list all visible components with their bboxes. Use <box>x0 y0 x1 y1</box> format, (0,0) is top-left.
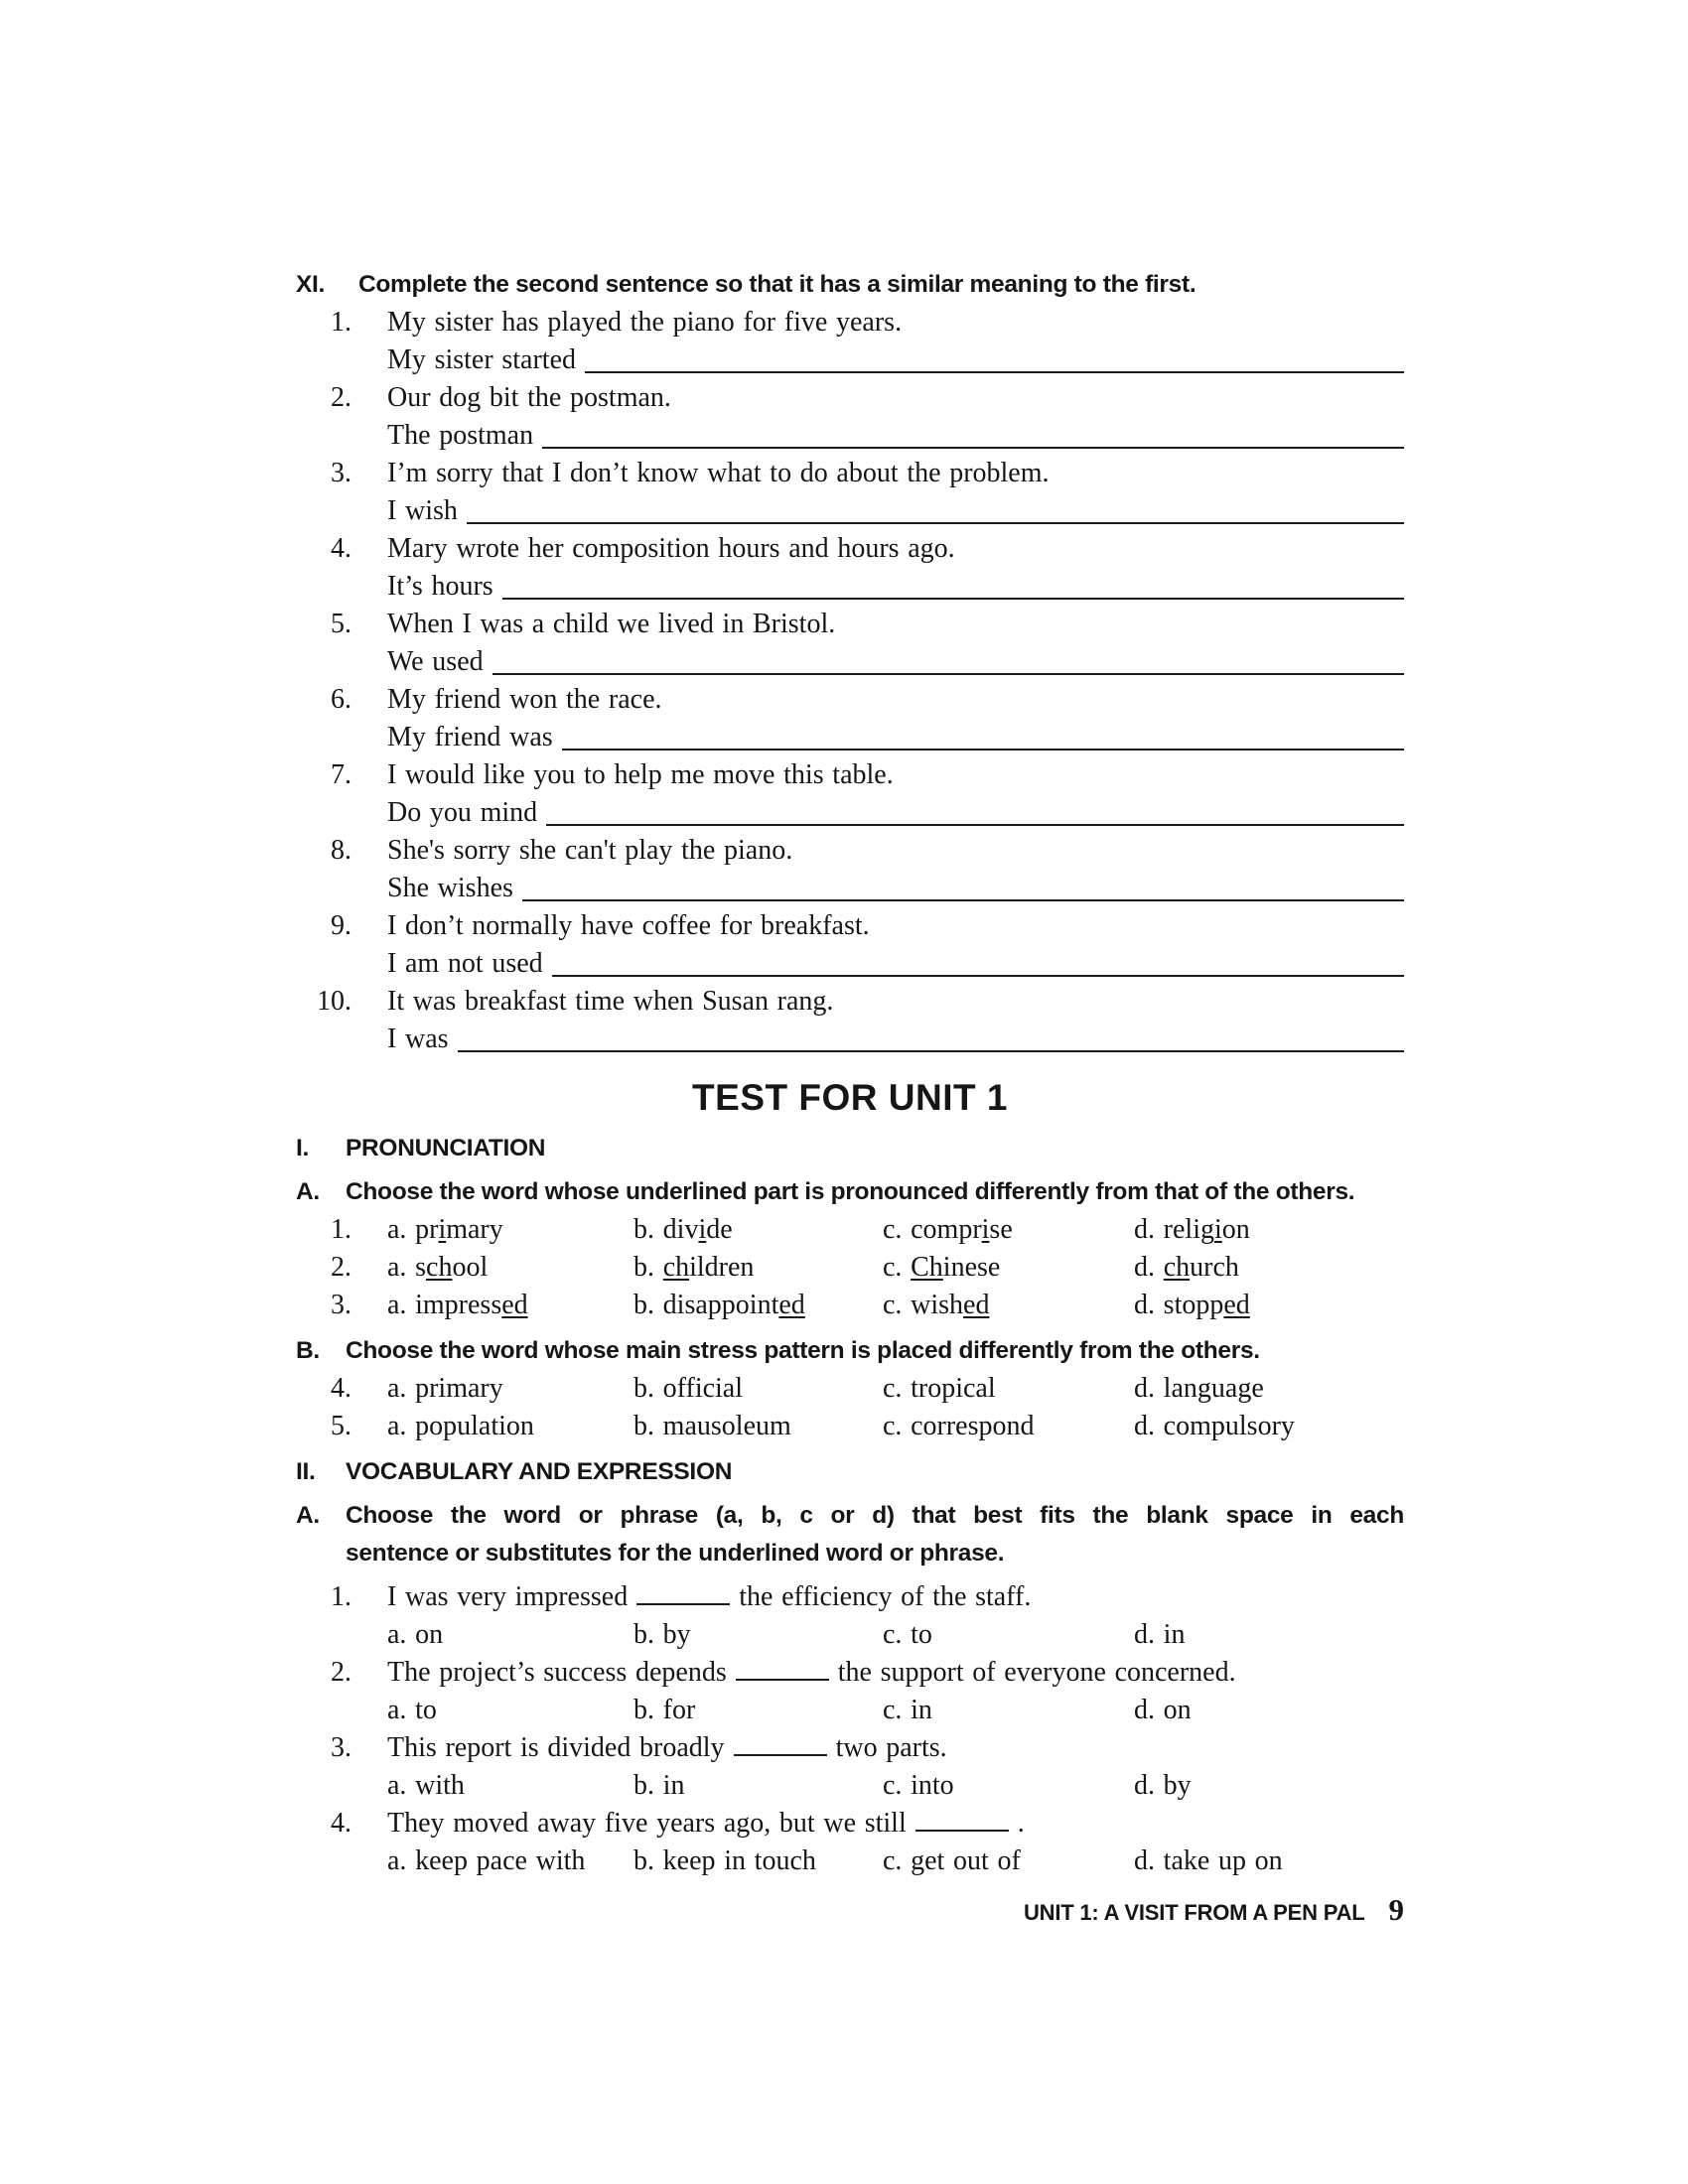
item-sentence: She's sorry she can't play the piano. <box>387 835 793 866</box>
option-d: d. take up on <box>1134 1845 1283 1876</box>
item-number: 1. <box>331 1581 352 1612</box>
sentence-pre: They moved away five years ago, but we still <box>387 1808 907 1839</box>
pronunciation-part-b-heading <box>296 1332 1404 1370</box>
answer-blank <box>546 794 1404 826</box>
exercise-item <box>296 907 1404 983</box>
item-number: 7. <box>331 759 352 790</box>
exercise-item <box>296 832 1404 907</box>
item-number: 4. <box>331 1373 352 1404</box>
answer-blank <box>552 945 1404 977</box>
answer-blank <box>562 719 1404 751</box>
option-b: b. children <box>633 1252 755 1283</box>
option-c: c. tropical <box>883 1373 996 1404</box>
sentence-pre: This report is divided broadly <box>387 1732 725 1763</box>
section-i-label: I. <box>296 1135 310 1161</box>
answer-blank <box>542 417 1404 449</box>
answer-stem: Do you mind <box>387 797 538 828</box>
option-b: b. official <box>633 1373 744 1404</box>
part-b-heading-text: Choose the word whose main stress pattern is placed differently from the others. <box>346 1337 1260 1364</box>
option-c: c. in <box>883 1695 932 1725</box>
item-sentence: Mary wrote her composition hours and hours ago. <box>387 533 955 564</box>
item-number: 3. <box>331 1290 352 1320</box>
option-a: a. impressed <box>387 1290 528 1320</box>
item-number: 4. <box>331 533 352 564</box>
answer-stem: I am not used <box>387 948 543 979</box>
option-a: a. school <box>387 1252 489 1283</box>
item-sentence: It was breakfast time when Susan rang. <box>387 986 834 1017</box>
option-b: b. mausoleum <box>633 1411 791 1441</box>
section-ii-label: II. <box>296 1458 316 1485</box>
pronunciation-row <box>296 1211 1404 1249</box>
exercise-item <box>296 455 1404 530</box>
item-answer-line <box>387 568 1404 606</box>
pronunciation-row <box>296 1287 1404 1324</box>
option-c: c. Chinese <box>883 1252 1001 1283</box>
page-number: 9 <box>1388 1892 1404 1927</box>
sentence-post: the support of everyone concerned. <box>837 1657 1236 1688</box>
answer-blank <box>467 492 1404 524</box>
option-d: d. stopped <box>1134 1290 1250 1320</box>
item-answer-line <box>387 794 1404 832</box>
option-c: c. get out of <box>883 1845 1021 1876</box>
item-number: 2. <box>331 1252 352 1283</box>
section-xi-heading <box>296 266 1404 304</box>
item-number: 3. <box>331 1732 352 1763</box>
option-c: c. comprise <box>883 1214 1013 1245</box>
sentence-post: two parts. <box>835 1732 947 1763</box>
answer-stem: She wishes <box>387 873 513 903</box>
exercise-item <box>296 304 1404 379</box>
part-a-heading-text <box>346 1497 1404 1572</box>
section-i-title-text: PRONUNCIATION <box>346 1135 546 1161</box>
item-sentence <box>387 1578 1404 1616</box>
sentence-post: the efficiency of the staff. <box>739 1581 1032 1612</box>
options-row <box>387 1767 1404 1805</box>
option-b: b. for <box>633 1695 696 1725</box>
section-xi-items <box>296 304 1404 1058</box>
pronunciation-part-a-rows <box>296 1211 1404 1324</box>
item-number: 5. <box>331 1411 352 1441</box>
option-c: c. to <box>883 1619 932 1650</box>
footer-unit-label: UNIT 1: A VISIT FROM A PEN PAL <box>1023 1900 1365 1925</box>
blank-space <box>734 1754 827 1756</box>
vocabulary-section-title <box>296 1453 1404 1491</box>
item-number: 1. <box>331 1214 352 1245</box>
item-number: 5. <box>331 609 352 639</box>
sentence-post: . <box>1017 1808 1025 1839</box>
answer-blank <box>492 643 1404 675</box>
option-c: c. into <box>883 1770 954 1801</box>
heading-line-1: Choose the word or phrase (a, b, c or d) that best fits the blank space in each <box>346 1502 1404 1529</box>
option-d: d. in <box>1134 1619 1186 1650</box>
exercise-item <box>296 756 1404 832</box>
pronunciation-row <box>296 1249 1404 1287</box>
item-answer-line <box>387 417 1404 455</box>
options-row <box>387 1692 1404 1729</box>
answer-stem: I wish <box>387 495 458 526</box>
option-b: b. disappointed <box>633 1290 805 1320</box>
item-answer-line <box>387 1021 1404 1058</box>
options-row <box>387 1843 1404 1880</box>
exercise-item <box>296 379 1404 455</box>
part-b-label: B. <box>296 1337 320 1364</box>
item-answer-line <box>387 643 1404 681</box>
stress-row <box>296 1370 1404 1408</box>
item-answer-line <box>387 719 1404 756</box>
option-d: d. by <box>1134 1770 1192 1801</box>
heading-line-2: sentence or substitutes for the underlined word or phrase. <box>346 1540 1005 1567</box>
page-footer <box>296 1892 1404 1928</box>
item-sentence: My sister has played the piano for five years. <box>387 307 903 338</box>
item-number: 8. <box>331 835 352 866</box>
option-a: a. to <box>387 1695 437 1725</box>
test-title: TEST FOR UNIT 1 <box>692 1077 1008 1118</box>
option-a: a. keep pace with <box>387 1845 586 1876</box>
item-number: 10. <box>317 986 352 1017</box>
option-a: a. on <box>387 1619 444 1650</box>
answer-stem: We used <box>387 646 484 677</box>
blank-space <box>636 1603 730 1605</box>
item-number: 2. <box>331 382 352 413</box>
option-c: c. wished <box>883 1290 990 1320</box>
pronunciation-part-b-rows <box>296 1370 1404 1445</box>
item-sentence: When I was a child we lived in Bristol. <box>387 609 836 639</box>
option-b: b. divide <box>633 1214 733 1245</box>
item-sentence: I would like you to help me move this table. <box>387 759 894 790</box>
answer-stem: My sister started <box>387 344 576 375</box>
part-a-label: A. <box>296 1502 320 1529</box>
item-sentence: I’m sorry that I don’t know what to do about the problem. <box>387 458 1050 488</box>
blank-space <box>915 1830 1009 1832</box>
stress-row <box>296 1408 1404 1445</box>
answer-blank <box>502 568 1404 600</box>
answer-stem: It’s hours <box>387 571 493 602</box>
item-answer-line <box>387 945 1404 983</box>
item-sentence <box>387 1729 1404 1767</box>
item-number: 2. <box>331 1657 352 1688</box>
blank-space <box>736 1679 829 1681</box>
exercise-item <box>296 530 1404 606</box>
item-sentence: Our dog bit the postman. <box>387 382 671 413</box>
exercise-item <box>296 681 1404 756</box>
item-number: 9. <box>331 910 352 941</box>
option-b: b. by <box>633 1619 691 1650</box>
item-sentence <box>387 1805 1404 1843</box>
pronunciation-part-a-heading <box>296 1173 1404 1211</box>
item-answer-line <box>387 492 1404 530</box>
answer-stem: I was <box>387 1024 449 1054</box>
exercise-item <box>296 983 1404 1058</box>
part-a-heading-text: Choose the word whose underlined part is pronounced differently from that of the others. <box>346 1178 1355 1205</box>
vocabulary-items <box>296 1578 1404 1880</box>
option-a: a. primary <box>387 1214 503 1245</box>
page-content <box>296 266 1404 1928</box>
option-c: c. correspond <box>883 1411 1035 1441</box>
item-number: 4. <box>331 1808 352 1839</box>
item-answer-line <box>387 870 1404 907</box>
item-number: 3. <box>331 458 352 488</box>
answer-stem: My friend was <box>387 722 553 752</box>
item-sentence: My friend won the race. <box>387 684 662 715</box>
options-row <box>387 1616 1404 1654</box>
item-number: 6. <box>331 684 352 715</box>
exercise-item <box>296 606 1404 681</box>
part-a-label: A. <box>296 1178 320 1205</box>
option-a: a. with <box>387 1770 465 1801</box>
sentence-pre: I was very impressed <box>387 1581 629 1612</box>
item-sentence: I don’t normally have coffee for breakfast. <box>387 910 870 941</box>
option-d: d. on <box>1134 1695 1192 1725</box>
vocabulary-item <box>296 1578 1404 1654</box>
answer-blank <box>458 1021 1404 1052</box>
vocabulary-item <box>296 1729 1404 1805</box>
option-a: a. primary <box>387 1373 503 1404</box>
vocabulary-item <box>296 1654 1404 1729</box>
item-answer-line <box>387 341 1404 379</box>
sentence-pre: The project’s success depends <box>387 1657 727 1688</box>
section-ii-title-text: VOCABULARY AND EXPRESSION <box>346 1458 733 1485</box>
option-b: b. in <box>633 1770 685 1801</box>
vocabulary-item <box>296 1805 1404 1880</box>
option-d: d. compulsory <box>1134 1411 1295 1441</box>
section-xi-label: XI. <box>296 271 326 298</box>
answer-stem: The postman <box>387 420 534 451</box>
section-xi-heading-text: Complete the second sentence so that it has a similar meaning to the first. <box>358 271 1196 298</box>
option-d: d. religion <box>1134 1214 1250 1245</box>
option-d: d. language <box>1134 1373 1264 1404</box>
option-a: a. population <box>387 1411 534 1441</box>
option-b: b. keep in touch <box>633 1845 816 1876</box>
vocabulary-part-a-heading <box>296 1497 1404 1572</box>
answer-blank <box>585 341 1404 373</box>
answer-blank <box>522 870 1404 901</box>
item-sentence <box>387 1654 1404 1692</box>
pronunciation-section-title <box>296 1130 1404 1167</box>
option-d: d. church <box>1134 1252 1239 1283</box>
item-number: 1. <box>331 307 352 338</box>
